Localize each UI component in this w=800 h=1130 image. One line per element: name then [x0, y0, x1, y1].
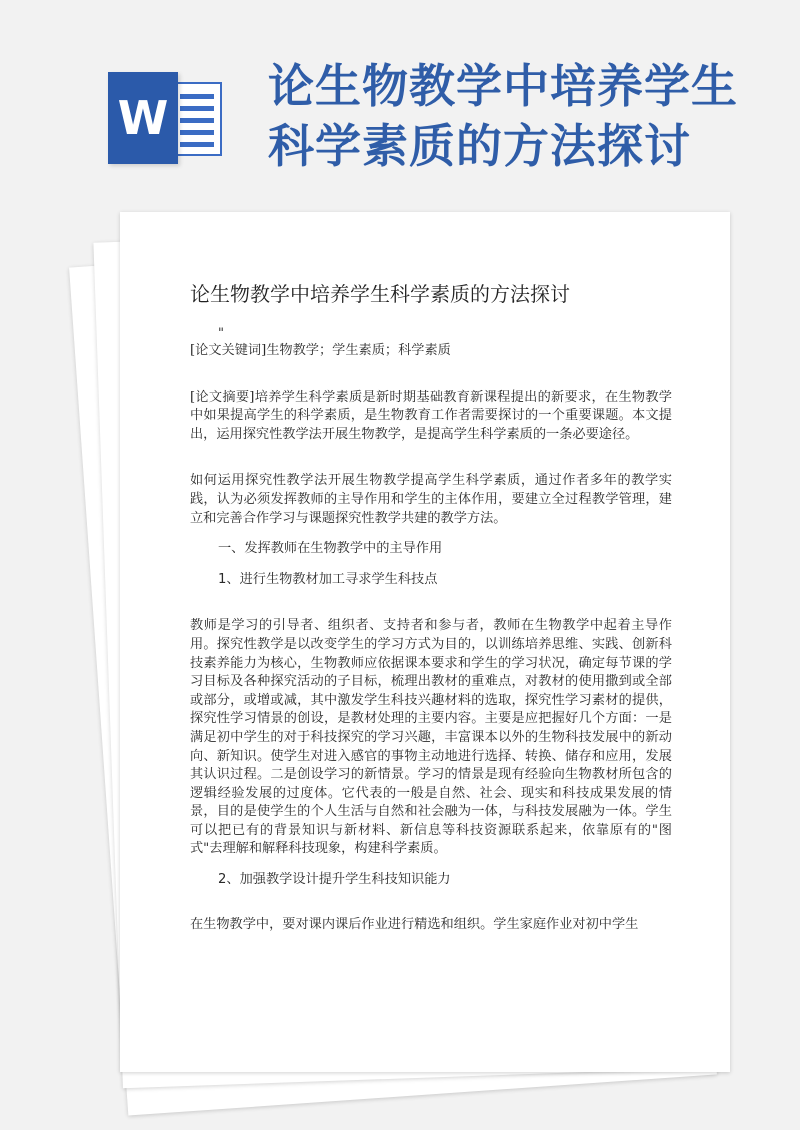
document-page — [120, 212, 730, 1072]
quote-mark: " — [218, 326, 224, 341]
last-paragraph: 在生物教学中，要对课内课后作业进行精选和组织。学生家庭作业对初中学生 — [190, 916, 639, 932]
banner-title-line-1: 论生物教学中培养学生 — [268, 59, 738, 113]
abstract-paragraph: [论文摘要]培养学生科学素质是新时期基础教育新课程提出的新要求，在生物教学中如果提高学生的科学素质，是生物教育工作者需要探讨的一个重要课题。本文提出，运用探究性教学法开展生物教学，是提高学生科学素质的一条必要途径。 — [190, 389, 672, 442]
document-title: 论生物教学中培养学生科学素质的方法探讨 — [190, 282, 570, 306]
keywords-line: [论文关键词]生物教学；学生素质；科学素质 — [190, 343, 451, 358]
intro-paragraph: 如何运用探究性教学法开展生物教学提高学生科学素质，通过作者多年的教学实践，认为必须发挥教师的主导作用和学生的主体作用，要建立全过程教学管理，建立和完善合作学习与课题探究性教学共建的教学方法。 — [190, 473, 672, 526]
subsection-heading-1: 1、进行生物教材加工寻求学生科技点 — [218, 571, 438, 587]
banner-title — [268, 56, 768, 176]
word-letter-badge: W — [108, 72, 178, 164]
subsection-heading-2: 2、加强教学设计提升学生科技知识能力 — [218, 872, 451, 888]
body-paragraph: 教师是学习的引导者、组织者、支持者和参与者，教师在生物教学中起着主导作用。探究性教学是以改变学生的学习方式为目的，以训练培养思维、实践、创新科技素养能力为核心，生物教师应依据课本要求和学生的学习状况，确定每节课的学习目标及各种探究活动的子目标，梳理出教材的重难点，对教材的使用撒到或全部或部分，或增或减，其中激发学生科技兴趣材料的选取，探究性学习素材的提供，探究性学习情景的创设，是教材处理的主要内容。主要是应把握好几个方面：一是满足初中学生的对于科技探究的学习兴趣，丰富课本以外的生物科技发展中的新动向、新知识。使学生对进入感官的事物主动地进行选择、转换、储存和应用，发展其认识过程。二是创设学习的新情景。学习的情景是现有经验向生物教材所包含的逻辑经验发展的过度体。它代表的一般是自然、社会、现实和科技成果发展的情景，目的是使学生的个人生活与自然和社会融为一体，与科技发展融为一体。学生可以把已有的背景知识与新材料、新信息等科技资源联系起来，依靠原有的"图式"去理解和解释科技现象，构建科学素质。 — [190, 618, 672, 857]
banner-title-line-2: 科学素质的方法探讨 — [268, 119, 691, 173]
section-heading-1: 一、发挥教师在生物教学中的主导作用 — [218, 541, 443, 557]
document-body — [190, 280, 672, 934]
word-document-icon — [108, 72, 226, 164]
